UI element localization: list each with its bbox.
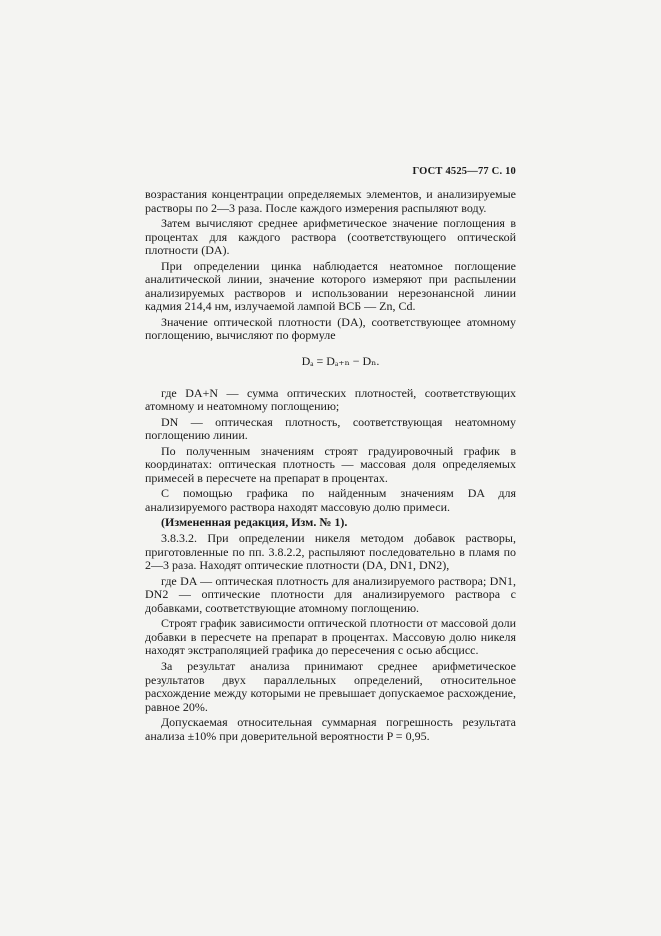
paragraph-where-2: DN — оптическая плотность, соответствующая неатомному поглощению линии. <box>145 414 516 443</box>
paragraph-where-1: где DA+N — сумма оптических плотностей, соответствующих атомному и неатомному поглощению; <box>145 385 516 414</box>
paragraph-3: При определении цинка наблюдается неатомное поглощение аналитической линии, значение которого измеряют при распылении анализируемых растворов и использовании нерезонансной линии кадмия 214,4 нм, излучаемой лампой ВСБ — Zn, Cd. <box>145 258 516 314</box>
paragraph-5: По полученным значениям строят градуировочный график в координатах: оптическая плотность — массовая доля определяемых примесей в пересчете на препарат в процентах. <box>145 443 516 485</box>
amendment-note: (Измененная редакция, Изм. № 1). <box>161 515 348 530</box>
paragraph-4: Значение оптической плотности (DA), соответствующее атомному поглощению, вычисляют по формуле <box>145 314 516 343</box>
paragraph-3-8-3-2: 3.8.3.2. При определении никеля методом добавок растворы, приготовленные по пп. 3.8.2.2, распыляют последовательно в пламя по 2—3 раза. Находят оптические плотности (DA, DN1, DN2), <box>145 531 516 573</box>
paragraph-2: Затем вычисляют среднее арифметическое значение поглощения в процентах для каждого раствора (соответствующего оптической плотности (DA). <box>145 216 516 258</box>
page-header: ГОСТ 4525—77 С. 10 <box>412 166 516 177</box>
formula: Dₐ = Dₐ₊ₙ − Dₙ. <box>301 354 380 369</box>
paragraph-9: Допускаемая относительная суммарная погрешность результата анализа ±10% при доверительной вероятности P = 0,95. <box>145 715 516 743</box>
paragraph-where-3: где DA — оптическая плотность для анализируемого раствора; DN1, DN2 — оптические плотности для анализируемого раствора с добавками, соответствующие атомному поглощению. <box>145 573 516 615</box>
paragraph-1: возрастания концентрации определяемых элементов, и анализируемые растворы по 2—3 раза. После каждого измерения распыляют воду. <box>145 187 516 215</box>
document-body <box>145 188 516 745</box>
paragraph-8: За результат анализа принимают среднее арифметическое результатов двух параллельных определений, относительное расхождение между которыми не превышает допускаемое расхождение, равное 20%. <box>145 658 516 714</box>
paragraph-6: С помощью графика по найденным значениям DA для анализируемого раствора находят массовую долю примеси. <box>145 486 516 514</box>
paragraph-7: Строят график зависимости оптической плотности от массовой доли добавки в пересчете на препарат в процентах. Массовую долю никеля находят экстраполяцией графика до пересечения с осью абсцисс. <box>145 616 516 658</box>
